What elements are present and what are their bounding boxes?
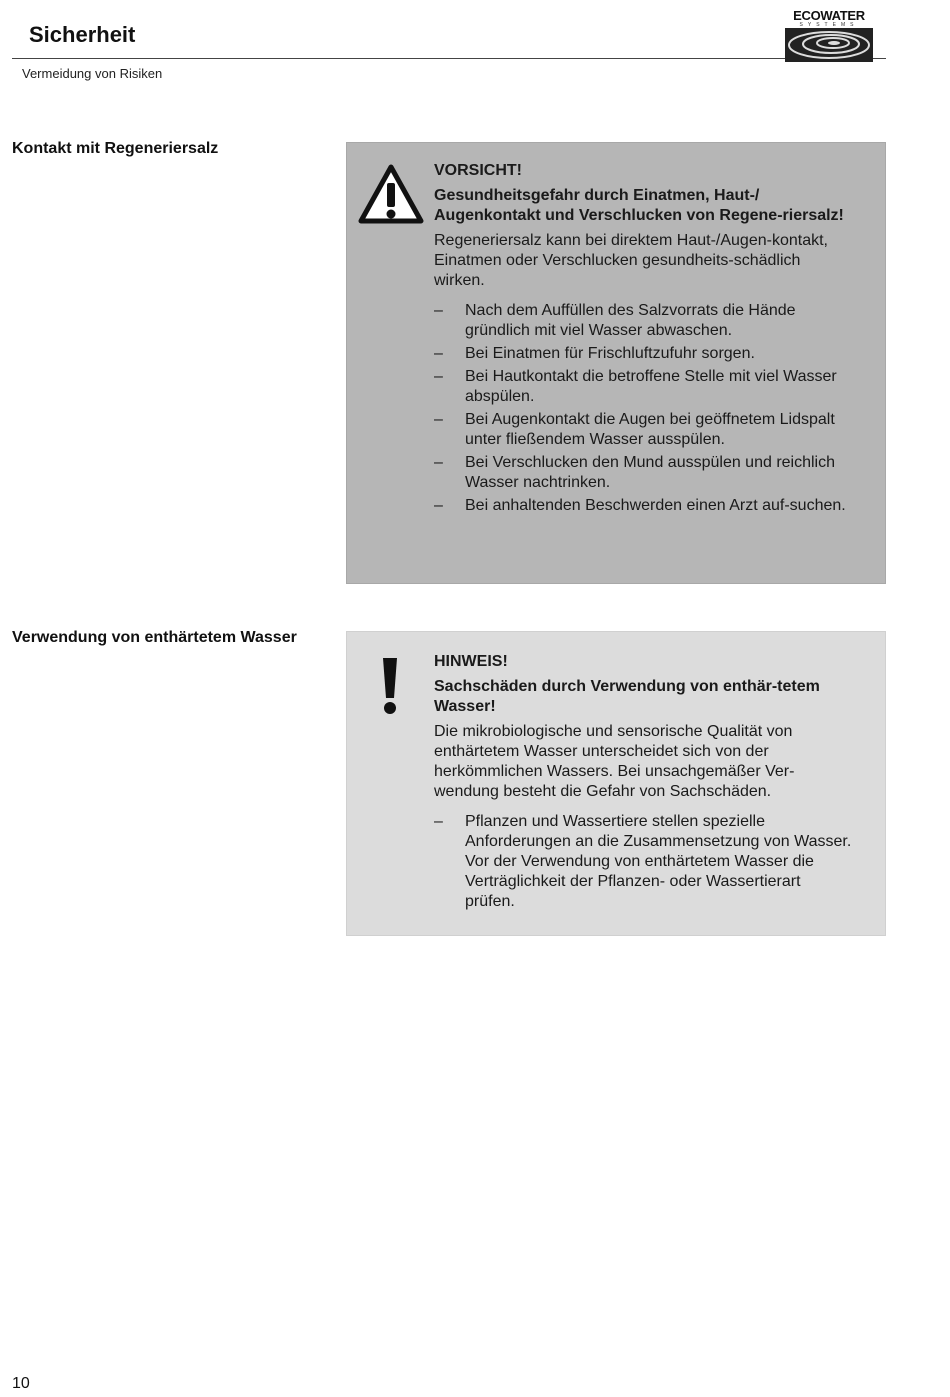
warning-triangle-icon bbox=[357, 163, 425, 225]
page-title: Sicherheit bbox=[29, 22, 136, 47]
list-item-text: Bei anhaltenden Beschwerden einen Arzt auf-suchen. bbox=[465, 497, 846, 514]
list-item bbox=[434, 812, 854, 912]
page-number: 10 bbox=[12, 1375, 30, 1392]
list-marker: – bbox=[434, 411, 443, 428]
list-item bbox=[434, 410, 854, 450]
list-item bbox=[434, 367, 854, 407]
section-label-regeneriersalz: Kontakt mit Regeneriersalz bbox=[12, 140, 219, 157]
hazard-description: Regeneriersalz kann bei direktem Haut-/Augen-kontakt, Einatmen oder Verschlucken gesundheits-schädlich wirken. bbox=[434, 232, 828, 289]
list-marker: – bbox=[434, 497, 443, 514]
logo-subtext: SYSTEMS bbox=[799, 22, 859, 28]
warning-box bbox=[346, 142, 886, 584]
list-item-text: Nach dem Auffüllen des Salzvorrats die Hände gründlich mit viel Wasser abwaschen. bbox=[465, 302, 796, 339]
list-item-text: Bei Einatmen für Frischluftzufuhr sorgen. bbox=[465, 345, 755, 362]
list-marker: – bbox=[434, 454, 443, 471]
list-marker: – bbox=[434, 813, 443, 830]
hazard-title: Sachschäden durch Verwendung von enthär-tetem Wasser! bbox=[434, 678, 820, 715]
logo-swirl-icon bbox=[785, 28, 873, 62]
list-item bbox=[434, 453, 854, 493]
ecowater-logo bbox=[781, 6, 877, 61]
signal-word: VORSICHT! bbox=[434, 162, 522, 179]
page-subtitle: Vermeidung von Risiken bbox=[22, 66, 163, 81]
note-box bbox=[346, 631, 886, 936]
list-marker: – bbox=[434, 368, 443, 385]
exclamation-icon bbox=[377, 654, 403, 716]
warning-content bbox=[434, 161, 854, 519]
list-item-text: Bei Hautkontakt die betroffene Stelle mit viel Wasser abspülen. bbox=[465, 368, 837, 405]
signal-word: HINWEIS! bbox=[434, 653, 508, 670]
logo-text: ECOWATER bbox=[793, 8, 865, 23]
note-content bbox=[434, 652, 854, 915]
hazard-description: Die mikrobiologische und sensorische Qualität von enthärtetem Wasser unterscheidet sich von der herkömmlichen Wassers. Bei unsachgemäßer Ver-wendung besteht die Gefahr von Sachschäden. bbox=[434, 723, 795, 800]
list-marker: – bbox=[434, 302, 443, 319]
measures-list bbox=[434, 301, 854, 516]
list-marker: – bbox=[434, 345, 443, 362]
list-item-text: Bei Verschlucken den Mund ausspülen und reichlich Wasser nachtrinken. bbox=[465, 454, 836, 491]
list-item-text: Bei Augenkontakt die Augen bei geöffnetem Lidspalt unter fließendem Wasser ausspülen. bbox=[465, 411, 835, 448]
header-divider bbox=[12, 58, 886, 59]
list-item bbox=[434, 344, 854, 364]
section-label-enthaertetes-wasser: Verwendung von enthärtetem Wasser bbox=[12, 629, 297, 646]
hazard-title: Gesundheitsgefahr durch Einatmen, Haut-/ Augenkontakt und Verschlucken von Regene-riersalz! bbox=[434, 187, 844, 224]
list-item-text: Pflanzen und Wassertiere stellen spezielle Anforderungen an die Zusammensetzung von Wasser. Vor der Verwendung von enthärtetem Wasser die Verträglichkeit der Pflanzen- oder Wassertierart prüfen. bbox=[465, 813, 852, 910]
measures-list bbox=[434, 812, 854, 912]
list-item bbox=[434, 496, 854, 516]
list-item bbox=[434, 301, 854, 341]
